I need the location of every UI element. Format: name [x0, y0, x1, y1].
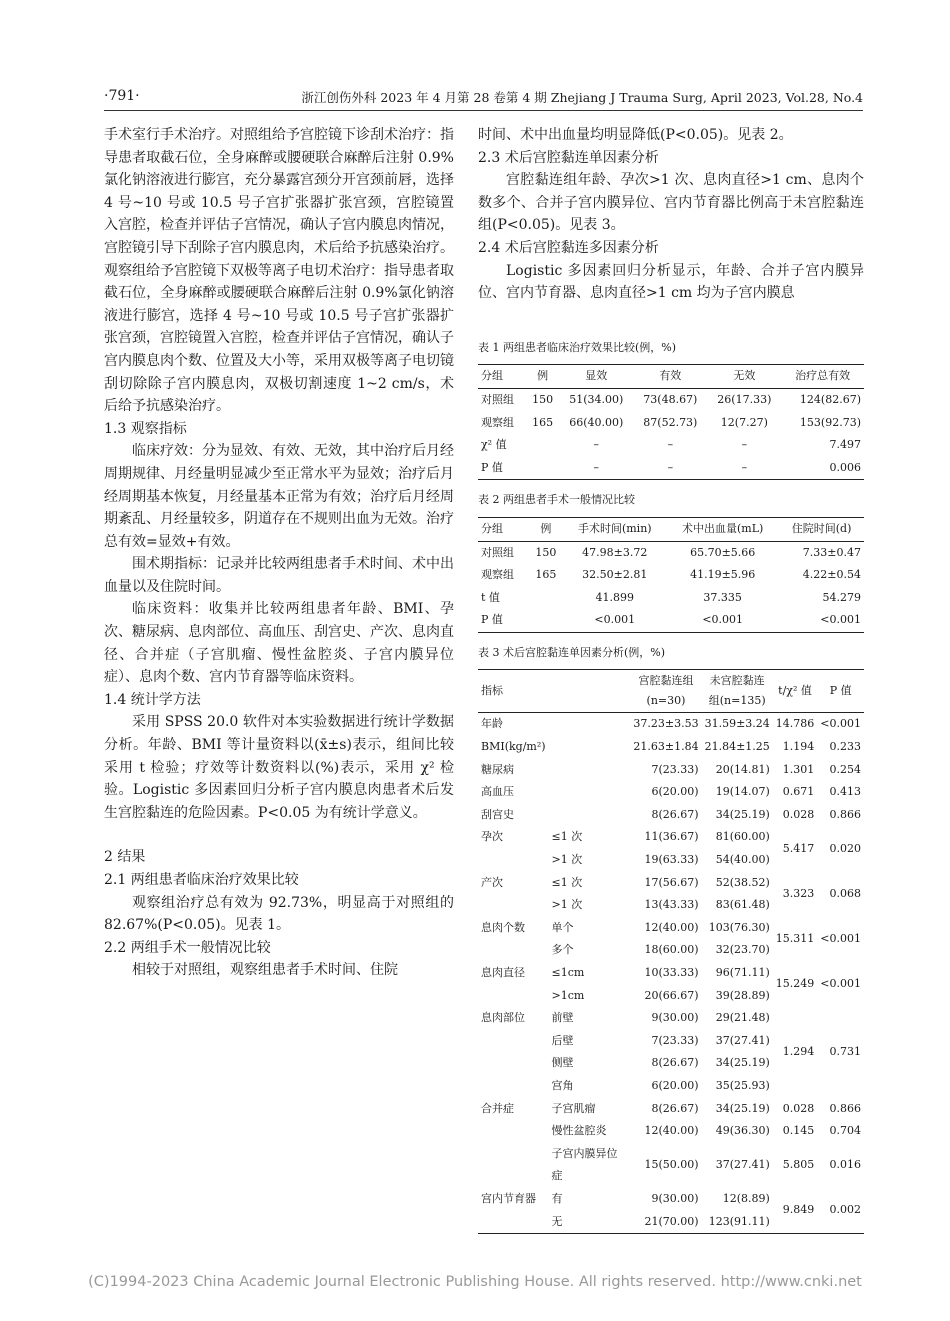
table3-cell: 10(33.33): [644, 966, 699, 979]
table2-row: [478, 609, 864, 632]
table1-row: [478, 457, 864, 480]
table3-subgroup-cell: [549, 759, 631, 782]
table3-cell: 19(63.33): [644, 853, 699, 867]
table3-p-cell: 0.068: [829, 886, 861, 900]
table3-cell: 39(28.89): [715, 988, 770, 1002]
table1-cell: 0.006: [829, 460, 861, 474]
table2-cell: <0.001: [702, 613, 744, 627]
table1-cell: 73(48.67): [643, 392, 698, 406]
method-paragraph: 手术室行手术治疗。对照组给予宫腔镜下诊刮术治疗：指导患者取截石位，全身麻醉或腰硬联合麻醉后注射 0.9%氯化钠溶液进行膨宫，充分暴露宫颈分开宫颈前唇，选择 4 号~10 号或 10.5 号子宫扩张器扩张宫颈，宫腔镜置入宫腔，检查并评估子宫情况，确认子宫内膜息肉情况，宫腔镜引导下刮除子宫内膜息肉，术后给予抗感染治疗。观察组给予宫腔镜下双极等离子电切术治疗：指导患者取截石位，全身麻醉或腰硬联合麻醉后注射 0.9%氯化钠溶液进行膨宫，选择 4 号~10 号或 10.5 号子宫扩张器扩张宫颈，宫腔镜置入宫腔，检查并评估子宫情况，确认子宫内膜息肉个数、位置及大小等，采用双极等离子电切镜刮切除除子宫内膜息肉，双极切割速度 1~2 cm/s，术后给予抗感染治疗。: [104, 127, 454, 415]
table3-row: [478, 872, 864, 895]
section-1-3-heading: 1.3 观察指标: [104, 420, 187, 437]
table3-cell: 7(23.33): [651, 1033, 699, 1047]
table3-stat-cell: 14.786: [775, 717, 815, 731]
table3-p-cell: 0.254: [829, 762, 861, 776]
table3-subgroup-cell: 前壁: [551, 1011, 574, 1025]
table3-stat-cell: 15.249: [775, 977, 815, 991]
table2-header-cell: 例: [528, 517, 563, 541]
table3-subgroup-cell: 子宫肌瘤: [551, 1101, 596, 1115]
table3-label-cell: [478, 985, 549, 1008]
table3-stat-cell: 0.671: [782, 785, 815, 799]
table3-cell: 21.63±1.84: [633, 740, 699, 754]
left-column: [104, 124, 454, 982]
table1-cell: 150: [532, 392, 554, 406]
table2-header-cell: 术中出血量(mL): [666, 517, 779, 541]
table1-cell: χ² 值: [481, 438, 507, 452]
table1-row: [478, 388, 864, 411]
table3-stat-cell: 5.417: [782, 841, 815, 855]
table3-stat-cell: 9.849: [782, 1203, 815, 1217]
table2-cell: t 值: [481, 590, 500, 604]
table3-cell: 18(60.00): [644, 943, 699, 957]
table3-cell: 8(26.67): [651, 1056, 699, 1070]
table3-row: [478, 1098, 864, 1121]
table3-cell: 34(25.19): [715, 1056, 770, 1070]
result-2-1-paragraph: 观察组治疗总有效为 92.73%，明显高于对照组的 82.67%(P<0.05)。见表 1。: [104, 894, 454, 934]
section-2-2-heading: 2.2 两组手术一般情况比较: [104, 939, 271, 956]
table3-cell: 37.23±3.53: [633, 717, 699, 731]
table3-cell: 8(26.67): [651, 1101, 699, 1115]
table3-subgroup-cell: 宫角: [551, 1078, 574, 1092]
table3-cell: 12(40.00): [644, 920, 699, 934]
table3-row: [478, 1120, 864, 1143]
table1-cell: 观察组: [481, 415, 514, 429]
table3-label-cell: 合并症: [481, 1101, 514, 1115]
header-rule: [104, 110, 863, 111]
copyright-footer: (C)1994-2023 China Academic Journal Electronic Publishing House. All rights reserved. http://www.cnki.net: [88, 1274, 862, 1290]
table3-p-cell: 0.413: [829, 785, 861, 799]
table3-row: [478, 1007, 864, 1030]
table3-subgroup-cell: 子宫内膜异位症: [551, 1146, 618, 1183]
table3-subgroup-cell: >1cm: [551, 988, 585, 1002]
table1-cell: [526, 457, 559, 480]
table3-row: [478, 713, 864, 736]
table3-cell: 21.84±1.25: [704, 740, 770, 754]
table3-label-cell: 孕次: [481, 830, 503, 844]
table3-p-cell: <0.001: [820, 717, 861, 731]
table3-label-cell: 息肉个数: [481, 920, 525, 934]
table1-row: [478, 434, 864, 457]
table1-cell: –: [667, 438, 674, 452]
table3-row: [478, 917, 864, 940]
table3-subgroup-cell: ≤1cm: [551, 966, 585, 979]
table2-title: 表 2 两组患者手术一般情况比较: [478, 493, 635, 507]
table1-cell: –: [593, 460, 600, 474]
table3-cell: 9(30.00): [651, 1011, 699, 1025]
table3-subgroup-cell: [549, 781, 631, 804]
table3-label-cell: [478, 1143, 549, 1188]
table3-subgroup-cell: 多个: [551, 943, 574, 957]
section-2-1-heading: 2.1 两组患者临床治疗效果比较: [104, 872, 299, 888]
table3-label-cell: [478, 1075, 549, 1098]
table3-cell: 37(27.41): [715, 1033, 770, 1047]
table3-row: [478, 804, 864, 827]
table1-cell: [526, 434, 559, 457]
table3-cell: 123(91.11): [708, 1214, 770, 1228]
table3-subgroup-cell: 单个: [551, 920, 574, 934]
clinical-data-paragraph: 临床资料：收集并比较两组患者年龄、BMI、孕次、糖尿病、息肉部位、高血压、刮宫史、产次、息肉直径、合并症（子宫肌瘤、慢性盆腔炎、子宫内膜异位症）、息肉个数、宫内节育器等临床资料。: [104, 601, 454, 686]
table2-header-cell: 分组: [478, 517, 528, 541]
table3-row: [478, 759, 864, 782]
table1: [478, 364, 864, 480]
table3-subgroup-cell: >1 次: [551, 898, 583, 912]
table3-cell: 20(14.81): [715, 762, 770, 776]
table3-label-cell: 刮宫史: [481, 807, 514, 821]
table3-row: [478, 781, 864, 804]
table3-label-cell: [478, 849, 549, 872]
table2-cell: 37.335: [703, 590, 742, 604]
table3-stat-cell: 0.028: [782, 807, 815, 821]
table3-cell: 49(36.30): [715, 1124, 770, 1138]
table3-label-cell: BMI(kg/m²): [481, 740, 546, 754]
table1-cell: 51(34.00): [569, 392, 624, 406]
table1-cell: 12(7.27): [720, 415, 768, 429]
table3-cell: 6(20.00): [651, 785, 699, 799]
table3-stat-cell: 0.145: [782, 1124, 815, 1138]
table3-row: [478, 1188, 864, 1211]
table3-p-cell: <0.001: [820, 977, 861, 991]
table3-cell: 96(71.11): [715, 966, 770, 979]
table1-cell: –: [741, 438, 748, 452]
table3-cell: 37(27.41): [715, 1158, 770, 1172]
table2-cell: [528, 587, 563, 610]
table1-cell: 124(82.67): [799, 392, 861, 406]
result-2-3-paragraph: 宫腔黏连组年龄、孕次>1 次、息肉直径>1 cm、息肉个数多个、合并子宫内膜异位、宫内节育器比例高于未宫腔黏连组(P<0.05)。见表 3。: [478, 172, 864, 234]
table3-header-cell: t/χ² 值: [773, 670, 818, 713]
table3-cell: 17(56.67): [644, 875, 699, 889]
table3-subgroup-cell: >1 次: [551, 853, 583, 867]
table3-cell: 13(43.33): [644, 898, 699, 912]
table2-row: [478, 564, 864, 587]
table2-cell: 4.22±0.54: [802, 568, 861, 582]
section-1-4-heading: 1.4 统计学方法: [104, 691, 201, 708]
clinical-efficacy-paragraph: 临床疗效：分为显效、有效、无效，其中治疗后月经周期规律、月经量明显减少至正常水平为显效；治疗后月经周期基本恢复，月经量基本正常为有效；治疗后月经周期紊乱、月经量较多，阴道存在不规则出血为无效。治疗总有效=显效+有效。: [104, 443, 454, 550]
table3-cell: 8(26.67): [651, 807, 699, 821]
table3-subgroup-cell: 后壁: [551, 1033, 574, 1047]
table3-cell: 12(8.89): [722, 1191, 770, 1205]
table3-header-cell: 宫腔黏连组 (n=30): [630, 670, 701, 713]
table3-stat-cell: 1.294: [782, 1045, 815, 1059]
table1-cell: –: [593, 438, 600, 452]
table3-label-cell: [478, 1030, 549, 1053]
table3-subgroup-cell: 无: [551, 1214, 563, 1228]
table3-p-cell: 0.233: [829, 740, 861, 754]
table3-cell: 34(25.19): [715, 1101, 770, 1115]
table3-header-cell: P 值: [817, 670, 864, 713]
table3-cell: 19(14.07): [715, 785, 770, 799]
table1-title: 表 1 两组患者临床治疗效果比较(例，%): [478, 340, 677, 354]
page-number: ·791·: [104, 88, 140, 104]
table2-cell: 47.98±3.72: [582, 545, 648, 559]
table3-subgroup-cell: 有: [551, 1191, 563, 1205]
table2-cell: P 值: [481, 613, 503, 627]
table3-label-cell: 产次: [481, 875, 503, 889]
table2: [478, 517, 864, 633]
table3-cell: 15(50.00): [644, 1158, 699, 1172]
table3-label-cell: 息肉直径: [481, 966, 525, 979]
table2-header-cell: 手术时间(min): [563, 517, 666, 541]
table2-cell: 54.279: [822, 590, 861, 604]
table3-label-cell: [478, 894, 549, 917]
table3-row: [478, 826, 864, 849]
table3-label-cell: 宫内节育器: [481, 1191, 536, 1205]
perioperative-paragraph: 围术期指标：记录并比较两组患者手术时间、术中出血量以及住院时间。: [104, 556, 454, 595]
table3-label-cell: 年龄: [481, 717, 503, 731]
table3-p-cell: 0.704: [829, 1124, 861, 1138]
table3-subgroup-cell: [549, 804, 631, 827]
table3-row: [478, 962, 864, 985]
table3-cell: 81(60.00): [715, 830, 770, 844]
table3-p-cell: 0.020: [829, 841, 861, 855]
running-header: [104, 88, 863, 110]
table1-header-cell: 有效: [633, 365, 707, 389]
table2-cell: 150: [535, 545, 557, 559]
table3-cell: 31.59±3.24: [704, 717, 770, 731]
statistics-paragraph: 采用 SPSS 20.0 软件对本实验数据进行统计学数据分析。年龄、BMI 等计量资料以(x̄±s)表示，组间比较采用 t 检验；疗效等计数资料以(%)表示，采用 χ² 检验。Logistic 多因素回归分析子宫内膜息肉患者术后发生宫腔黏连的危险因素。P<0.05 为有统计学意义。: [104, 714, 454, 821]
table2-row: [478, 541, 864, 564]
table2-cell: 41.19±5.96: [690, 568, 756, 582]
table2-cell: 32.50±2.81: [582, 568, 648, 582]
results-heading: 2 结果: [104, 849, 146, 866]
table3-row: [478, 736, 864, 759]
table3-subgroup-cell: [549, 736, 631, 759]
table1-cell: –: [741, 460, 748, 474]
table3-label-cell: 息肉部位: [481, 1011, 525, 1025]
table3-stat-cell: 0.028: [782, 1101, 815, 1115]
table3-stat-cell: 1.194: [782, 740, 815, 754]
table3-cell: 32(23.70): [715, 943, 770, 957]
table2-cell: 41.899: [595, 590, 635, 604]
table1-header-cell: 治疗总有效: [781, 365, 864, 389]
table2-header-cell: 住院时间(d): [779, 517, 864, 541]
table3-p-cell: 0.731: [829, 1045, 861, 1059]
table2-cell: <0.001: [594, 613, 636, 627]
table3-label-cell: [478, 1120, 549, 1143]
table3-cell: 35(25.93): [715, 1078, 770, 1092]
result-2-4-paragraph: Logistic 多因素回归分析显示，年龄、合并子宫内膜异位、宫内节育器、息肉直径>1 cm 均为子宫内膜息: [478, 262, 864, 302]
table3-cell: 83(61.48): [715, 898, 770, 912]
table3-title: 表 3 术后宫腔黏连单因素分析(例，%): [478, 645, 666, 659]
table1-header-cell: 分组: [478, 365, 526, 389]
table1-row: [478, 412, 864, 435]
table3-label-cell: 高血压: [481, 785, 514, 799]
table3-label-cell: 糖尿病: [481, 762, 514, 776]
table3-cell: 21(70.00): [644, 1214, 699, 1228]
table3-p-cell: <0.001: [820, 932, 861, 946]
table3-label-cell: [478, 1211, 549, 1234]
table3-subgroup-cell: 侧壁: [551, 1056, 574, 1070]
table1-cell: 对照组: [481, 392, 514, 406]
table1-cell: 7.497: [829, 438, 861, 452]
table3-cell: 9(30.00): [651, 1191, 699, 1205]
table3-cell: 11(36.67): [644, 830, 699, 844]
table3-p-cell: 0.016: [829, 1158, 861, 1172]
table3-row: [478, 1143, 864, 1188]
section-2-3-heading: 2.3 术后宫腔黏连单因素分析: [478, 149, 659, 166]
table1-cell: 26(17.33): [717, 392, 772, 406]
table3-cell: 54(40.00): [715, 853, 770, 867]
table2-cell: 165: [535, 568, 557, 582]
table3-stat-cell: 15.311: [775, 932, 815, 946]
table3: [478, 669, 864, 1234]
table3-cell: 29(21.48): [715, 1011, 770, 1025]
section-2-4-heading: 2.4 术后宫腔黏连多因素分析: [478, 239, 659, 256]
table3-subgroup-cell: ≤1 次: [551, 830, 583, 844]
table1-cell: 153(92.73): [799, 415, 861, 429]
right-column: [478, 124, 864, 1234]
table3-cell: 20(66.67): [644, 988, 699, 1002]
table1-cell: P 值: [481, 460, 503, 474]
result-2-2-continued: 时间、术中出血量均明显降低(P<0.05)。见表 2。: [478, 127, 793, 143]
table3-cell: 52(38.52): [715, 875, 770, 889]
table3-cell: 34(25.19): [715, 807, 770, 821]
table3-p-cell: 0.866: [829, 807, 861, 821]
table3-cell: 6(20.00): [651, 1078, 699, 1092]
table2-cell: 对照组: [481, 545, 514, 559]
table3-subgroup-cell: ≤1 次: [551, 875, 583, 889]
table1-cell: –: [667, 460, 674, 474]
table2-row: [478, 587, 864, 610]
table2-cell: <0.001: [820, 613, 861, 627]
table3-header-cell: 指标: [478, 670, 630, 713]
table2-cell: [528, 609, 563, 632]
table3-cell: 7(23.33): [651, 762, 699, 776]
table1-header-cell: 显效: [559, 365, 633, 389]
table3-subgroup-cell: 慢性盆腔炎: [551, 1124, 607, 1138]
result-2-2-paragraph: 相较于对照组，观察组患者手术时间、住院: [132, 962, 398, 979]
table1-cell: 87(52.73): [643, 415, 698, 429]
table1-cell: 165: [532, 415, 554, 429]
table3-stat-cell: 5.805: [782, 1158, 815, 1172]
table2-cell: 7.33±0.47: [802, 545, 861, 559]
table3-cell: 12(40.00): [644, 1124, 699, 1138]
table3-p-cell: 0.002: [829, 1203, 861, 1217]
table3-cell: 103(76.30): [708, 920, 770, 934]
table3-stat-cell: 1.301: [782, 762, 815, 776]
table3-subgroup-cell: [549, 713, 631, 736]
table3-label-cell: [478, 939, 549, 962]
table3-p-cell: 0.866: [829, 1101, 861, 1115]
table3-stat-cell: 3.323: [782, 886, 815, 900]
table3-header-cell: 未宫腔黏连 组(n=135): [702, 670, 773, 713]
table2-cell: 观察组: [481, 568, 514, 582]
table1-header-cell: 例: [526, 365, 559, 389]
table1-header-cell: 无效: [707, 365, 781, 389]
journal-info: 浙江创伤外科 2023 年 4 月第 28 卷第 4 期 Zhejiang J Trauma Surg, April 2023, Vol.28, No.4: [301, 90, 863, 105]
table2-cell: 65.70±5.66: [690, 545, 756, 559]
table1-cell: 66(40.00): [569, 415, 624, 429]
table3-label-cell: [478, 1052, 549, 1075]
